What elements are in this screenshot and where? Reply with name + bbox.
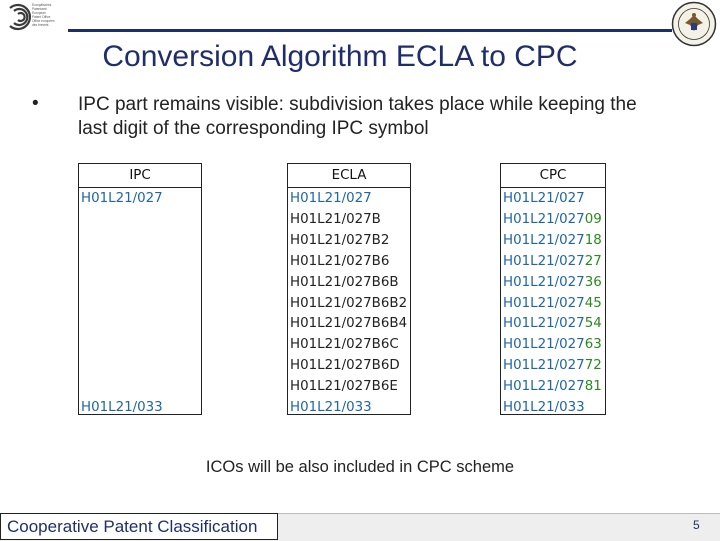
cpc-code-base: H01L21/027: [503, 211, 585, 227]
ecla-code: H01L21/027B6B: [290, 274, 399, 290]
ecla-code: H01L21/027B6D: [290, 358, 400, 374]
cpc-code: [503, 397, 585, 418]
cpc-code-suffix: 72: [584, 358, 602, 374]
cpc-code-suffix: 63: [584, 337, 602, 353]
ecla-header: ECLA: [288, 164, 410, 188]
cpc-code-suffix: 36: [584, 274, 602, 290]
cpc-code-base: H01L21/027: [503, 316, 585, 332]
title-underline: [68, 29, 672, 32]
ipc-code-top: H01L21/027: [81, 191, 163, 206]
ecla-code: H01L21/027B: [290, 211, 381, 227]
epo-line: Patent Office: [32, 15, 51, 19]
cpc-code-base: H01L21/027: [503, 191, 585, 206]
cpc-code-base: H01L21/033: [503, 400, 585, 415]
ecla-code: H01L21/027: [290, 191, 372, 206]
cpc-code-suffix: 18: [584, 232, 602, 248]
ecla-code: H01L21/027B6C: [290, 337, 399, 353]
cpc-code-suffix: 45: [584, 295, 602, 311]
ipc-header: IPC: [79, 164, 201, 188]
cpc-code-base: H01L21/027: [503, 253, 585, 269]
ecla-code: H01L21/027B2: [290, 232, 390, 248]
footer-label: Cooperative Patent Classification: [0, 513, 278, 540]
cpc-code-base: H01L21/027: [503, 337, 585, 353]
bullet-text: IPC part remains visible: subdivision takes place while keeping the last digit of the corresponding IPC symbol: [78, 94, 637, 139]
cpc-code: [503, 209, 602, 230]
epo-wordmark: [32, 3, 66, 27]
cpc-header: CPC: [501, 164, 605, 188]
epo-line: des brevets: [32, 23, 49, 27]
cpc-code: [503, 272, 602, 293]
epo-line: Europäisches: [32, 3, 52, 7]
cpc-code: [503, 376, 602, 397]
epo-line: Office européen: [32, 19, 55, 23]
ecla-code: H01L21/027B6B2: [290, 295, 408, 311]
epo-line: European: [32, 11, 46, 15]
ecla-code: H01L21/033: [290, 400, 372, 415]
slide-title: Conversion Algorithm ECLA to CPC: [102, 40, 578, 73]
ico-note: ICOs will be also included in CPC scheme: [205, 458, 515, 476]
ecla-column: [287, 163, 411, 415]
cpc-code: [503, 251, 602, 272]
ipc-code-bottom: H01L21/033: [81, 400, 163, 415]
cpc-code-base: H01L21/027: [503, 379, 585, 395]
cpc-code-base: H01L21/027: [503, 358, 585, 374]
cpc-code-suffix: 27: [584, 253, 602, 269]
ecla-code: H01L21/027B6E: [290, 379, 398, 395]
cpc-code-base: H01L21/027: [503, 232, 585, 248]
ipc-column: [78, 163, 202, 415]
cpc-code-base: H01L21/027: [503, 274, 585, 290]
cpc-code: [503, 293, 602, 314]
bullet-dot: •: [32, 93, 39, 114]
cpc-code: [503, 188, 585, 209]
epo-line: Patentamt: [32, 7, 47, 11]
cpc-column: [500, 163, 606, 415]
page-number: 5: [693, 518, 700, 532]
cpc-code-suffix: 81: [584, 379, 602, 395]
ecla-code: H01L21/027B6B4: [290, 316, 408, 332]
cpc-code: [503, 334, 602, 355]
cpc-code-suffix: 09: [584, 211, 602, 227]
cpc-code-suffix: 54: [584, 316, 602, 332]
cpc-code: [503, 355, 602, 376]
cpc-code: [503, 313, 602, 334]
cpc-code: [503, 230, 602, 251]
cpc-code-base: H01L21/027: [503, 295, 585, 311]
ecla-code: H01L21/027B6: [290, 253, 390, 269]
